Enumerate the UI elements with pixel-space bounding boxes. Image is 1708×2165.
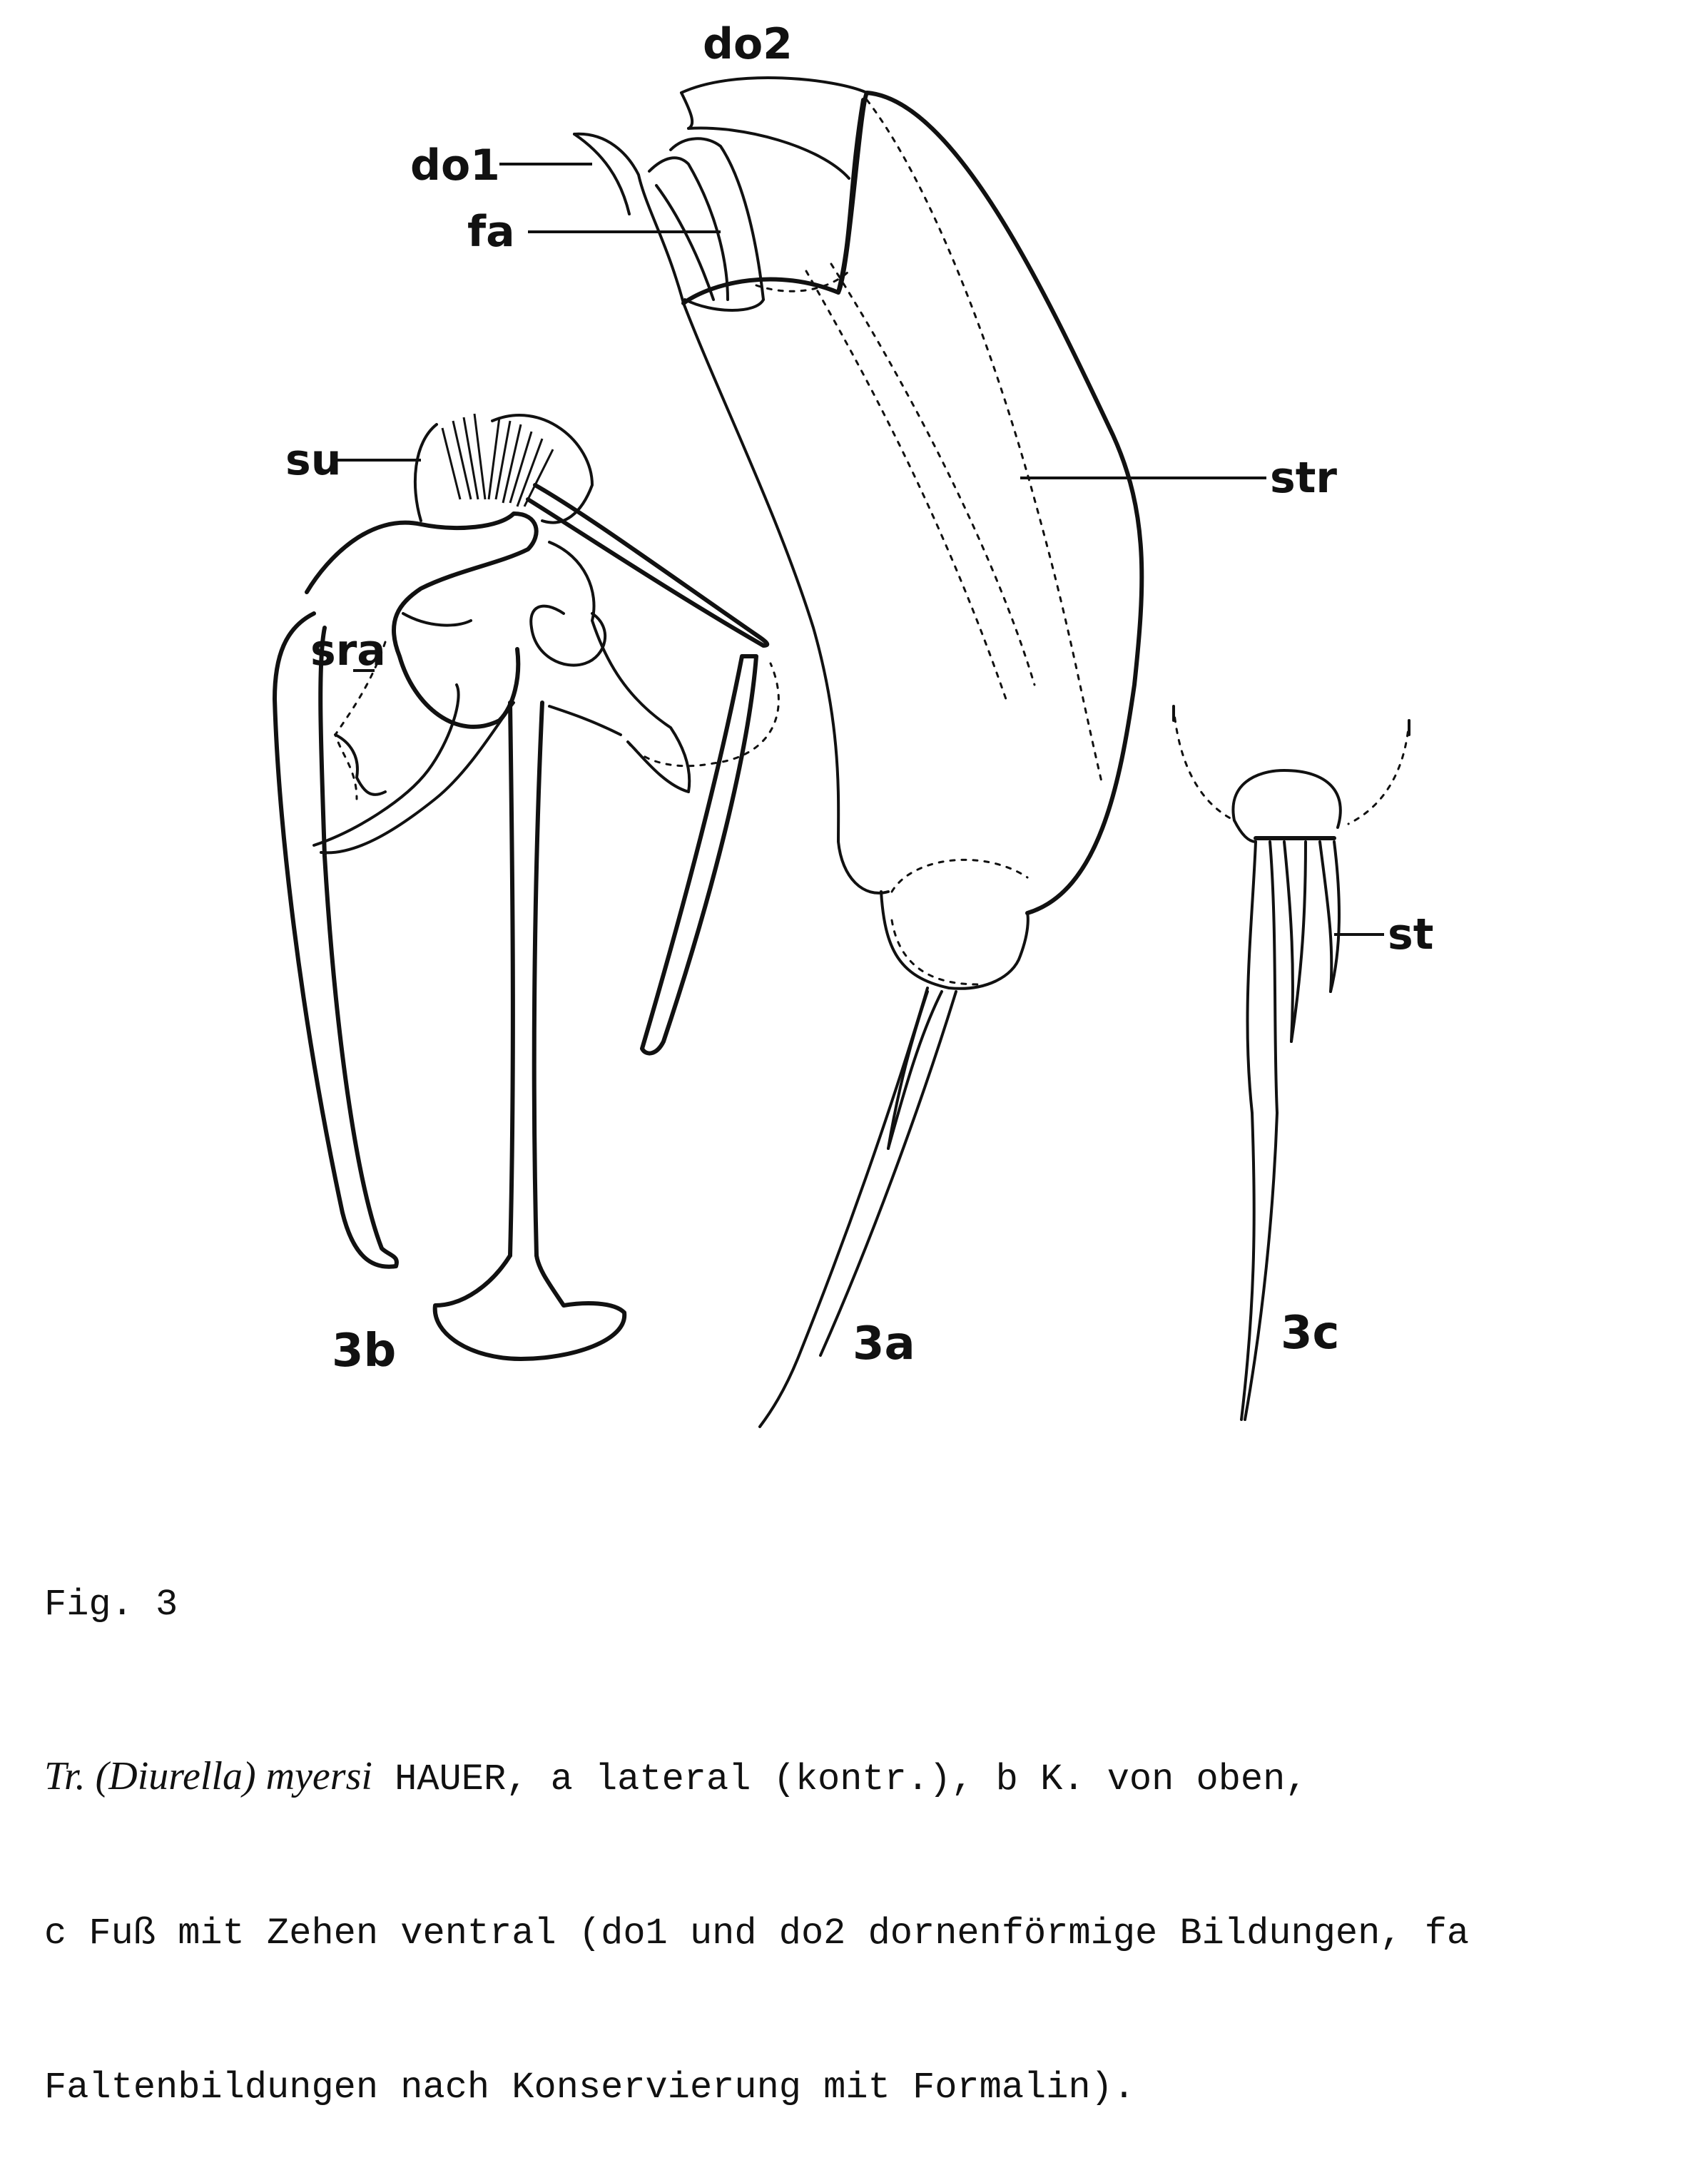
- figure-caption: [44, 1477, 1685, 2165]
- label-do2: do2: [703, 19, 793, 69]
- label-do1: do1: [410, 141, 500, 190]
- label-sra: sra: [310, 626, 386, 676]
- panel-label-3a: 3a: [853, 1318, 915, 1370]
- caption-line-1-rest: HAUER, a lateral (kontr.), b K. von oben,: [372, 1758, 1308, 1800]
- uncus-hatching: [442, 414, 553, 506]
- label-str: str: [1270, 453, 1337, 503]
- label-st: st: [1388, 910, 1434, 959]
- caption-line-1: [44, 1751, 1685, 1805]
- caption-line-3: Faltenbildungen nach Konservierung mit Formalin).: [44, 2067, 1136, 2109]
- panel-label-3b: 3b: [332, 1325, 397, 1377]
- caption-taxon: Tr. (Diurella) myersi: [44, 1754, 372, 1798]
- panel-3a-drawing: [574, 78, 1142, 1427]
- panel-label-3c: 3c: [1281, 1307, 1340, 1360]
- panel-3b-drawing: [275, 414, 778, 1359]
- label-su: su: [285, 435, 342, 485]
- label-fa: fa: [467, 207, 515, 257]
- caption-line-2: c Fuß mit Zehen ventral (do1 und do2 dornenförmige Bildungen, fa: [44, 1912, 1470, 1955]
- caption-heading: Fig. 3: [44, 1584, 178, 1626]
